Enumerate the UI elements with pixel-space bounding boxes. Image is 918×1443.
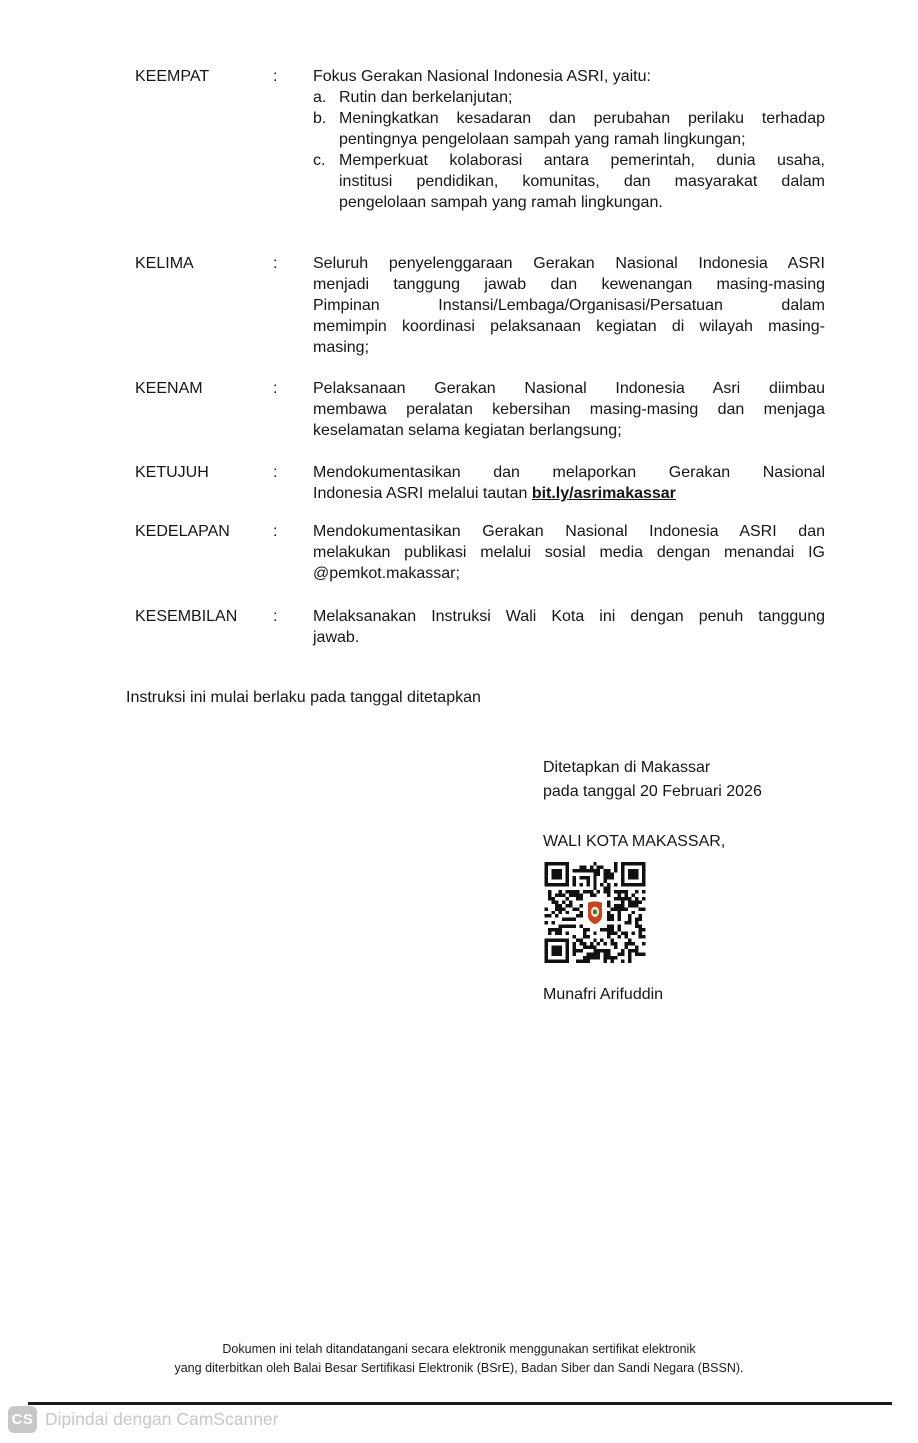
section-content (313, 462, 825, 504)
camscanner-watermark (8, 1406, 278, 1433)
section-label: KEDELAPAN (135, 523, 230, 540)
section-colon: : (273, 255, 278, 272)
text-line: Rutin dan berkelanjutan; (339, 89, 513, 106)
scan-divider-line (28, 1402, 892, 1405)
text-line: Memperkuat kolaborasi antara pemerintah, dunia usaha, (339, 152, 825, 169)
section-label: KEEMPAT (135, 68, 210, 85)
list-item (313, 150, 825, 213)
text-span: Indonesia ASRI melalui tautan (313, 485, 532, 502)
certificate-footer-line2: yang diterbitkan oleh Balai Besar Sertifikasi Elektronik (BSrE), Badan Siber dan Sandi Negara (BSSN). (174, 1360, 744, 1375)
section-kesembilan (135, 606, 825, 648)
section-label: KEENAM (135, 380, 203, 397)
signature-block (543, 756, 762, 1005)
text-line: Pimpinan Instansi/Lembaga/Organisasi/Persatuan dalam (313, 297, 825, 314)
section-content (313, 66, 825, 213)
text-line: membawa peralatan kebersihan masing-masing dan menjaga (313, 401, 825, 418)
camscanner-logo-icon: CS (8, 1406, 37, 1433)
list-item-lines (339, 87, 825, 108)
list-item-lines (339, 150, 825, 213)
section-content (313, 521, 825, 584)
qr-code-icon (543, 862, 647, 963)
section-colon: : (273, 523, 278, 540)
text-line: Meningkatkan kesadaran dan perubahan perilaku terhadap (339, 110, 825, 127)
text-line: pengelolaan sampah yang ramah lingkungan. (339, 194, 663, 211)
text-line (313, 483, 825, 504)
text-line: institusi pendidikan, komunitas, dan masyarakat dalam (339, 173, 825, 190)
section-keenam (135, 378, 825, 441)
bitly-asrimakassar-link[interactable]: bit.ly/asrimakassar (531, 485, 676, 502)
section-ketujuh (135, 462, 825, 504)
instruction-sections (135, 66, 825, 648)
section-content (313, 253, 825, 358)
section-colon: : (273, 380, 278, 397)
certificate-footer (0, 1340, 918, 1377)
signature-date: pada tanggal 20 Februari 2026 (543, 783, 762, 800)
list-item-marker: a. (313, 89, 327, 106)
section-kelima (135, 253, 825, 358)
section-label: KETUJUH (135, 464, 209, 481)
text-line: menjadi tanggung jawab dan kewenangan masing-masing (313, 276, 825, 293)
signatory-name: Munafri Arifuddin (543, 986, 664, 1003)
text-line: Pelaksanaan Gerakan Nasional Indonesia Asri diimbau (313, 380, 825, 397)
list-item (313, 87, 825, 108)
text-line: memimpin koordinasi pelaksanaan kegiatan di wilayah masing- (313, 318, 825, 335)
text-line: masing; (313, 339, 370, 356)
text-line: Seluruh penyelenggaraan Gerakan Nasional Indonesia ASRI (313, 255, 825, 272)
text-line: pentingnya pengelolaan sampah yang ramah lingkungan; (339, 131, 746, 148)
text-line: Melaksanakan Instruksi Wali Kota ini dengan penuh tanggung (313, 608, 825, 625)
text-line: Mendokumentasikan dan melaporkan Gerakan Nasional (313, 464, 825, 481)
text-line: keselamatan selama kegiatan berlangsung; (313, 422, 622, 439)
camscanner-text: Dipindai dengan CamScanner (45, 1409, 279, 1429)
section-label: KESEMBILAN (135, 608, 238, 625)
list-item-marker: b. (313, 110, 327, 127)
signatory-title: WALI KOTA MAKASSAR, (543, 833, 726, 850)
text-line: Mendokumentasikan Gerakan Nasional Indonesia ASRI dan (313, 523, 825, 540)
certificate-footer-line1: Dokumen ini telah ditandatangani secara elektronik menggunakan sertifikat elektronik (222, 1342, 696, 1356)
effective-date-line: Instruksi ini mulai berlaku pada tanggal ditetapkan (126, 689, 481, 706)
section-colon: : (273, 464, 278, 481)
section-label: KELIMA (135, 255, 194, 272)
text-line: jawab. (313, 629, 360, 646)
section-content (313, 378, 825, 441)
section-keempat (135, 66, 825, 213)
section-kedelapan (135, 521, 825, 584)
section-colon: : (273, 68, 278, 85)
text-line: Fokus Gerakan Nasional Indonesia ASRI, yaitu: (313, 68, 651, 85)
list-item-marker: c. (313, 152, 326, 169)
section-content (313, 606, 825, 648)
list-item (313, 108, 825, 150)
section-colon: : (273, 608, 278, 625)
list-item-lines (339, 108, 825, 150)
signature-place: Ditetapkan di Makassar (543, 759, 711, 776)
text-line: melakukan publikasi melalui sosial media dengan menandai IG (313, 544, 825, 561)
document-body (126, 66, 825, 708)
text-line: @pemkot.makassar; (313, 565, 460, 582)
